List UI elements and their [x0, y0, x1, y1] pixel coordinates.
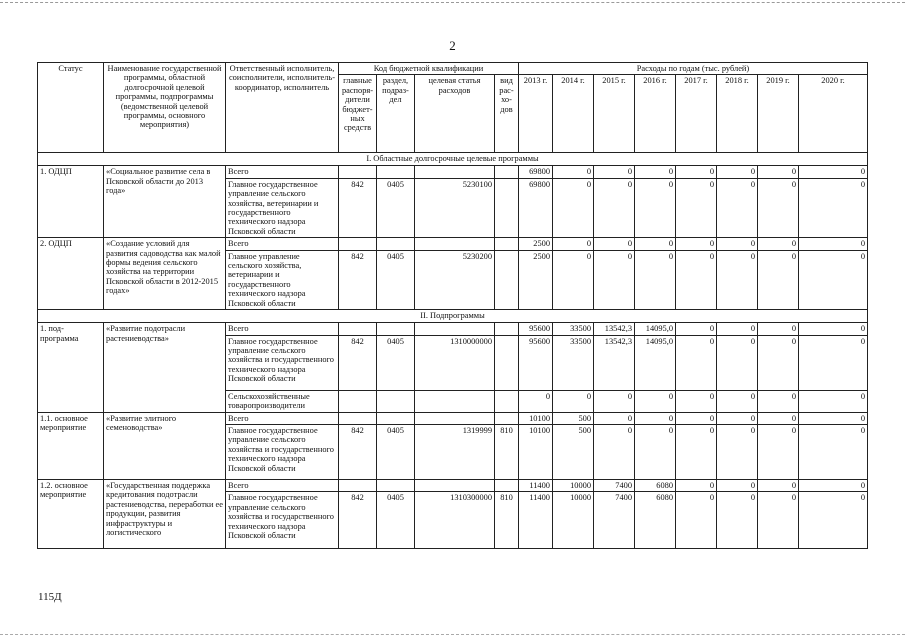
value-cell: 500: [553, 412, 594, 424]
value-cell: 0: [717, 479, 758, 491]
row-name: «Создание условий для развития садоводства как малой формы ведения сельского хозяйства на территории Псковской области в 2012-2015 годах»: [104, 238, 226, 310]
executor-name: Главное управление сельского хозяйства, ветеринарии и государственного технического надзора Псковской области: [226, 250, 339, 309]
header-target-item: целевая статья расходов: [415, 75, 495, 153]
value-cell: 0: [799, 479, 868, 491]
header-expenses: Расходы по годам (тыс. рублей): [519, 63, 868, 75]
value-cell: 0: [553, 238, 594, 250]
value-cell: 0: [717, 412, 758, 424]
value-cell: 0: [594, 412, 635, 424]
target-code: 1319999: [415, 424, 495, 479]
value-cell: 0: [799, 412, 868, 424]
value-cell: 0: [758, 178, 799, 237]
value-cell: 69800: [519, 166, 553, 178]
value-cell: 6080: [635, 479, 676, 491]
value-cell: 0: [635, 166, 676, 178]
header-budget-code: Код бюджетной квалификации: [339, 63, 519, 75]
header-expense-type: вид рас-хо-дов: [495, 75, 519, 153]
row-status: 1. под-программа: [38, 323, 104, 412]
section-code: 0405: [377, 492, 415, 549]
executor-name: Главное государственное управление сельского хозяйства и государственного технического надзора Псковской области: [226, 492, 339, 549]
total-label: Всего: [226, 323, 339, 335]
grbs-code: 842: [339, 178, 377, 237]
value-cell: 0: [676, 238, 717, 250]
value-cell: 0: [519, 390, 553, 412]
value-cell: 7400: [594, 479, 635, 491]
value-cell: 10100: [519, 412, 553, 424]
value-cell: 0: [799, 390, 868, 412]
header-year: 2020 г.: [799, 75, 868, 153]
row-status: 1.2. основное мероприятие: [38, 479, 104, 548]
header-status: Статус: [38, 63, 104, 153]
value-cell: 2500: [519, 238, 553, 250]
total-label: Всего: [226, 479, 339, 491]
value-cell: 6080: [635, 492, 676, 549]
value-cell: 0: [758, 323, 799, 335]
expense-type-code: 810: [495, 424, 519, 479]
header-year: 2014 г.: [553, 75, 594, 153]
target-code: 1310000000: [415, 335, 495, 390]
value-cell: 0: [553, 390, 594, 412]
value-cell: 33500: [553, 323, 594, 335]
grbs-code: 842: [339, 250, 377, 309]
scan-edge-bottom: [0, 634, 905, 635]
value-cell: 0: [799, 178, 868, 237]
budget-table: [37, 62, 868, 549]
value-cell: 11400: [519, 492, 553, 549]
grbs-code: 842: [339, 424, 377, 479]
value-cell: 0: [717, 238, 758, 250]
value-cell: 0: [799, 238, 868, 250]
value-cell: 13542,3: [594, 335, 635, 390]
row-status: 2. ОДЦП: [38, 238, 104, 310]
value-cell: 0: [594, 424, 635, 479]
value-cell: 0: [594, 250, 635, 309]
expense-type-code: [495, 335, 519, 390]
value-cell: 33500: [553, 335, 594, 390]
value-cell: 0: [758, 492, 799, 549]
total-label: Всего: [226, 238, 339, 250]
header-year: 2013 г.: [519, 75, 553, 153]
section-heading: I. Областные долгосрочные целевые программы: [38, 153, 868, 166]
row-status: 1.1. основное мероприятие: [38, 412, 104, 479]
section-code: 0405: [377, 424, 415, 479]
value-cell: 0: [676, 492, 717, 549]
value-cell: 0: [635, 250, 676, 309]
header-section: раздел, подраз-дел: [377, 75, 415, 153]
value-cell: 0: [758, 166, 799, 178]
value-cell: 0: [635, 238, 676, 250]
section-code: 0405: [377, 250, 415, 309]
section-code: 0405: [377, 335, 415, 390]
value-cell: 0: [799, 166, 868, 178]
value-cell: 0: [635, 424, 676, 479]
value-cell: 0: [676, 390, 717, 412]
value-cell: 0: [717, 492, 758, 549]
section-heading: II. Подпрограммы: [38, 310, 868, 323]
header-responsible: Ответственный исполнитель, соисполнители, исполнитель-координатор, исполнитель: [226, 63, 339, 153]
value-cell: 0: [758, 479, 799, 491]
value-cell: 0: [799, 335, 868, 390]
value-cell: 0: [758, 250, 799, 309]
header-year: 2015 г.: [594, 75, 635, 153]
value-cell: 10100: [519, 424, 553, 479]
target-code: 5230100: [415, 178, 495, 237]
header-main-manager: главные распоря-дители бюджет-ных средств: [339, 75, 377, 153]
value-cell: 0: [758, 335, 799, 390]
grbs-code: 842: [339, 335, 377, 390]
value-cell: 0: [717, 166, 758, 178]
value-cell: 0: [594, 238, 635, 250]
value-cell: 0: [635, 390, 676, 412]
value-cell: 0: [676, 250, 717, 309]
value-cell: 0: [717, 250, 758, 309]
value-cell: 0: [594, 390, 635, 412]
total-label: Всего: [226, 166, 339, 178]
value-cell: 0: [635, 178, 676, 237]
value-cell: 0: [758, 390, 799, 412]
value-cell: 0: [553, 178, 594, 237]
value-cell: 10000: [553, 479, 594, 491]
value-cell: 69800: [519, 178, 553, 237]
executor-name: Главное государственное управление сельского хозяйства и государственного технического надзора Псковской области: [226, 424, 339, 479]
row-status: 1. ОДЦП: [38, 166, 104, 238]
header-name: Наименование государственной программы, областной долгосрочной целевой программы, подпрограммы (ведомственной целевой программы, основного мероприятия): [104, 63, 226, 153]
value-cell: 0: [717, 323, 758, 335]
executor-name: Главное государственное управление сельского хозяйства и государственного технического надзора Псковской области: [226, 335, 339, 390]
expense-type-code: [495, 250, 519, 309]
scan-edge-top: [0, 2, 905, 3]
value-cell: 0: [799, 492, 868, 549]
value-cell: 95600: [519, 335, 553, 390]
value-cell: 0: [717, 390, 758, 412]
value-cell: 0: [676, 166, 717, 178]
value-cell: 0: [676, 412, 717, 424]
value-cell: 0: [676, 424, 717, 479]
footer-code: 115Д: [38, 591, 62, 603]
value-cell: 14095,0: [635, 323, 676, 335]
header-year: 2019 г.: [758, 75, 799, 153]
value-cell: 0: [799, 323, 868, 335]
value-cell: 11400: [519, 479, 553, 491]
value-cell: 0: [717, 424, 758, 479]
executor-name: Главное государственное управление сельского хозяйства, ветеринарии и государственного технического надзора Псковской области: [226, 178, 339, 237]
value-cell: 0: [799, 424, 868, 479]
value-cell: 0: [676, 323, 717, 335]
value-cell: 0: [758, 238, 799, 250]
target-code: 5230200: [415, 250, 495, 309]
value-cell: 2500: [519, 250, 553, 309]
value-cell: 0: [676, 479, 717, 491]
header-year: 2017 г.: [676, 75, 717, 153]
value-cell: 0: [717, 335, 758, 390]
page-number: 2: [449, 38, 456, 53]
target-code: 1310300000: [415, 492, 495, 549]
value-cell: 0: [594, 178, 635, 237]
value-cell: 0: [676, 335, 717, 390]
expense-type-code: 810: [495, 492, 519, 549]
value-cell: 0: [553, 166, 594, 178]
value-cell: 0: [635, 412, 676, 424]
value-cell: 0: [594, 166, 635, 178]
grbs-code: 842: [339, 492, 377, 549]
header-year: 2018 г.: [717, 75, 758, 153]
row-name: «Социальное развитие села в Псковской области до 2013 года»: [104, 166, 226, 238]
value-cell: 10000: [553, 492, 594, 549]
value-cell: 0: [799, 250, 868, 309]
value-cell: 0: [758, 424, 799, 479]
header-year: 2016 г.: [635, 75, 676, 153]
value-cell: 0: [676, 178, 717, 237]
value-cell: 0: [758, 412, 799, 424]
row-name: «Развитие элитного семеноводства»: [104, 412, 226, 479]
value-cell: 14095,0: [635, 335, 676, 390]
value-cell: 0: [717, 178, 758, 237]
value-cell: 7400: [594, 492, 635, 549]
total-label: Всего: [226, 412, 339, 424]
row-name: «Развитие подотрасли растениеводства»: [104, 323, 226, 412]
value-cell: 500: [553, 424, 594, 479]
value-cell: 0: [553, 250, 594, 309]
executor-name: Сельскохозяйственные товаропроизводители: [226, 390, 339, 412]
row-name: «Государственная поддержка кредитования подотрасли растениеводства, переработки ее продукции, развития инфраструктуры и логистического: [104, 479, 226, 548]
value-cell: 95600: [519, 323, 553, 335]
section-code: 0405: [377, 178, 415, 237]
expense-type-code: [495, 178, 519, 237]
value-cell: 13542,3: [594, 323, 635, 335]
